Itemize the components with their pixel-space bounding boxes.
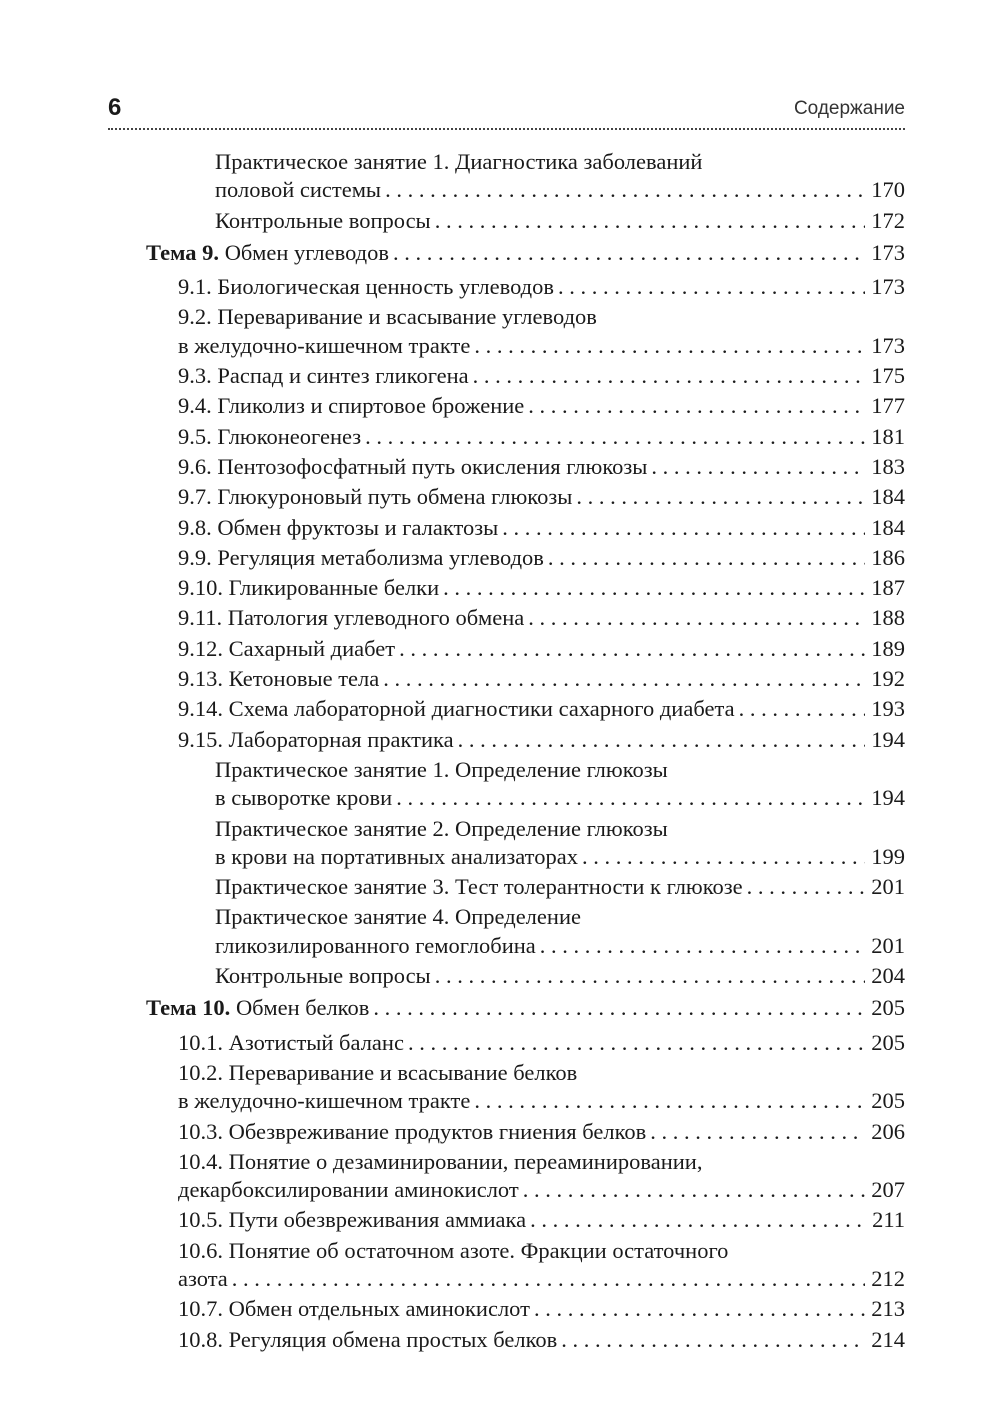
toc-entry-title: Тема 9. Обмен углеводов bbox=[146, 239, 393, 267]
toc-entry-title: 9.1. Биологическая ценность углеводов bbox=[178, 273, 558, 301]
toc-entry-title: 10.7. Обмен отдельных аминокислот bbox=[178, 1295, 534, 1323]
toc-entry-title: 9.13. Кетоновые тела bbox=[178, 665, 383, 693]
toc-entry-line bbox=[0, 665, 905, 693]
toc-entry[interactable] bbox=[0, 1118, 1000, 1146]
toc-page-number: 194 bbox=[865, 784, 905, 812]
toc-entry[interactable] bbox=[0, 483, 1000, 511]
toc-topic-entry[interactable] bbox=[0, 994, 1000, 1022]
dot-leader bbox=[747, 873, 866, 901]
toc-page-number: 213 bbox=[865, 1295, 905, 1323]
dot-leader bbox=[435, 962, 866, 990]
topic-label: Тема 10. bbox=[146, 995, 231, 1021]
toc-entry[interactable] bbox=[0, 392, 1000, 420]
toc-entry[interactable] bbox=[0, 1148, 1000, 1205]
toc-entry-title: половой системы bbox=[215, 176, 385, 204]
table-of-contents bbox=[0, 148, 1000, 1356]
toc-page-number: 193 bbox=[865, 695, 905, 723]
toc-page-number: 184 bbox=[865, 483, 905, 511]
toc-entry-line bbox=[0, 962, 905, 990]
toc-entry-title: 10.1. Азотистый баланс bbox=[178, 1029, 408, 1057]
dot-leader bbox=[393, 239, 865, 267]
toc-entry-title: 9.15. Лабораторная практика bbox=[178, 726, 458, 754]
toc-page-number: 173 bbox=[865, 239, 905, 267]
toc-entry[interactable] bbox=[0, 362, 1000, 390]
toc-entry[interactable] bbox=[0, 453, 1000, 481]
toc-page-number: 186 bbox=[865, 544, 905, 572]
toc-entry-line bbox=[0, 483, 905, 511]
toc-entry-title: 9.12. Сахарный диабет bbox=[178, 635, 399, 663]
dot-leader bbox=[558, 273, 865, 301]
dot-leader bbox=[650, 1118, 865, 1146]
toc-entry-title: 10.8. Регуляция обмена простых белков bbox=[178, 1326, 561, 1354]
dot-leader bbox=[474, 1087, 865, 1115]
toc-entry-line bbox=[0, 635, 905, 663]
page-number: 6 bbox=[108, 94, 122, 121]
toc-page-number: 187 bbox=[865, 574, 905, 602]
toc-entry-line bbox=[0, 1265, 905, 1293]
toc-entry-title: Практическое занятие 3. Тест толерантности к глюкозе bbox=[215, 873, 747, 901]
toc-entry-line bbox=[0, 815, 905, 843]
dot-leader bbox=[540, 932, 865, 960]
dot-leader bbox=[502, 514, 865, 542]
dot-leader bbox=[561, 1326, 865, 1354]
toc-entry[interactable] bbox=[0, 1326, 1000, 1354]
toc-entry[interactable] bbox=[0, 873, 1000, 901]
dot-leader bbox=[548, 544, 865, 572]
toc-entry-line bbox=[0, 1237, 905, 1265]
toc-entry-line bbox=[0, 453, 905, 481]
dot-leader bbox=[408, 1029, 865, 1057]
dot-leader bbox=[576, 483, 865, 511]
dot-leader bbox=[534, 1295, 865, 1323]
toc-page-number: 183 bbox=[865, 453, 905, 481]
dot-leader bbox=[385, 176, 865, 204]
toc-entry-line bbox=[0, 1295, 905, 1323]
toc-page-number: 175 bbox=[865, 362, 905, 390]
toc-page-number: 201 bbox=[865, 873, 905, 901]
toc-entry-line bbox=[0, 932, 905, 960]
dot-leader bbox=[530, 1206, 866, 1234]
toc-entry-line bbox=[0, 544, 905, 572]
topic-label: Тема 9. bbox=[146, 239, 220, 265]
toc-entry-title: 9.10. Гликированные белки bbox=[178, 574, 443, 602]
toc-entry-title: Практическое занятие 1. Определение глюкозы bbox=[215, 757, 672, 782]
toc-entry-line bbox=[0, 903, 905, 931]
toc-entry-title: 9.7. Глюкуроновый путь обмена глюкозы bbox=[178, 483, 576, 511]
dot-leader bbox=[458, 726, 866, 754]
toc-page-number: 194 bbox=[865, 726, 905, 754]
toc-entry[interactable] bbox=[0, 303, 1000, 360]
toc-entry-line bbox=[0, 695, 905, 723]
toc-entry-title: Контрольные вопросы bbox=[215, 207, 435, 235]
toc-entry[interactable] bbox=[0, 1206, 1000, 1234]
toc-entry[interactable] bbox=[0, 815, 1000, 872]
toc-entry[interactable] bbox=[0, 726, 1000, 754]
toc-entry-line bbox=[0, 726, 905, 754]
toc-entry[interactable] bbox=[0, 756, 1000, 813]
toc-entry-title: в желудочно-кишечном тракте bbox=[178, 1087, 474, 1115]
toc-page-number: 172 bbox=[865, 207, 905, 235]
toc-entry[interactable] bbox=[0, 903, 1000, 960]
toc-entry-title: в крови на портативных анализаторах bbox=[215, 843, 582, 871]
toc-entry-title: Контрольные вопросы bbox=[215, 962, 435, 990]
toc-entry[interactable] bbox=[0, 574, 1000, 602]
dot-leader bbox=[232, 1265, 865, 1293]
toc-entry[interactable] bbox=[0, 1295, 1000, 1323]
dot-leader bbox=[435, 207, 866, 235]
toc-entry[interactable] bbox=[0, 207, 1000, 235]
toc-entry-title: 9.3. Распад и синтез гликогена bbox=[178, 362, 473, 390]
dot-leader bbox=[373, 994, 865, 1022]
toc-entry-line bbox=[0, 303, 905, 331]
toc-entry-line bbox=[0, 574, 905, 602]
toc-entry-line bbox=[0, 1206, 905, 1234]
toc-entry-title: Практическое занятие 2. Определение глюкозы bbox=[215, 816, 672, 841]
toc-entry-title: гликозилированного гемоглобина bbox=[215, 932, 540, 960]
toc-entry[interactable] bbox=[0, 1029, 1000, 1057]
toc-entry-title: в сыворотке крови bbox=[215, 784, 396, 812]
toc-entry[interactable] bbox=[0, 1237, 1000, 1294]
toc-entry-title: в желудочно-кишечном тракте bbox=[178, 332, 474, 360]
toc-entry-title: 9.4. Гликолиз и спиртовое брожение bbox=[178, 392, 528, 420]
toc-entry-line bbox=[0, 1118, 905, 1146]
toc-entry-title: 10.3. Обезвреживание продуктов гниения белков bbox=[178, 1118, 650, 1146]
toc-entry-title: Практическое занятие 4. Определение bbox=[215, 904, 585, 929]
toc-page-number: 212 bbox=[865, 1265, 905, 1293]
toc-page-number: 189 bbox=[865, 635, 905, 663]
page-header bbox=[108, 92, 905, 130]
toc-page-number: 173 bbox=[865, 332, 905, 360]
toc-entry-line bbox=[0, 148, 905, 176]
dot-leader bbox=[528, 392, 865, 420]
toc-entry-line bbox=[0, 843, 905, 871]
toc-entry-line bbox=[0, 392, 905, 420]
dot-leader bbox=[399, 635, 865, 663]
dot-leader bbox=[528, 604, 865, 632]
toc-entry-line bbox=[0, 756, 905, 784]
toc-entry-title: 9.8. Обмен фруктозы и галактозы bbox=[178, 514, 502, 542]
dot-leader bbox=[396, 784, 865, 812]
dot-leader bbox=[383, 665, 865, 693]
toc-entry-line bbox=[0, 423, 905, 451]
toc-entry-line bbox=[0, 1059, 905, 1087]
toc-page-number: 205 bbox=[865, 994, 905, 1022]
toc-entry-line bbox=[0, 362, 905, 390]
toc-entry-line bbox=[0, 1029, 905, 1057]
toc-page-number: 201 bbox=[865, 932, 905, 960]
dot-leader bbox=[473, 362, 866, 390]
toc-entry-title: 10.5. Пути обезвреживания аммиака bbox=[178, 1206, 530, 1234]
toc-entry-title: 9.6. Пентозофосфатный путь окисления глюкозы bbox=[178, 453, 651, 481]
dot-leader bbox=[582, 843, 865, 871]
toc-page-number: 206 bbox=[865, 1118, 905, 1146]
toc-entry[interactable] bbox=[0, 514, 1000, 542]
toc-page-number: 214 bbox=[865, 1326, 905, 1354]
dot-leader bbox=[474, 332, 865, 360]
toc-entry-title: 9.9. Регуляция метаболизма углеводов bbox=[178, 544, 548, 572]
toc-entry[interactable] bbox=[0, 1059, 1000, 1116]
toc-page-number: 205 bbox=[865, 1087, 905, 1115]
toc-topic-entry[interactable] bbox=[0, 239, 1000, 267]
toc-entry-line bbox=[0, 784, 905, 812]
toc-page-number: 184 bbox=[865, 514, 905, 542]
toc-page-number: 170 bbox=[865, 176, 905, 204]
dot-leader bbox=[739, 695, 866, 723]
toc-entry-title: 10.6. Понятие об остаточном азоте. Фракции остаточного bbox=[178, 1238, 732, 1263]
toc-entry-line bbox=[0, 1326, 905, 1354]
running-title: Содержание bbox=[793, 98, 905, 119]
toc-page-number: 205 bbox=[865, 1029, 905, 1057]
toc-entry-line bbox=[0, 273, 905, 301]
toc-page-number: 192 bbox=[865, 665, 905, 693]
toc-page-number: 181 bbox=[865, 423, 905, 451]
toc-entry-line bbox=[0, 176, 905, 204]
toc-entry[interactable] bbox=[0, 423, 1000, 451]
toc-entry[interactable] bbox=[0, 635, 1000, 663]
toc-entry-title: 9.11. Патология углеводного обмена bbox=[178, 604, 528, 632]
toc-entry-title: азота bbox=[178, 1265, 232, 1293]
toc-page-number: 207 bbox=[865, 1176, 905, 1204]
toc-entry[interactable] bbox=[0, 962, 1000, 990]
toc-page-number: 211 bbox=[866, 1206, 905, 1234]
toc-entry-line bbox=[0, 239, 905, 267]
toc-entry-line bbox=[0, 207, 905, 235]
toc-page-number: 177 bbox=[865, 392, 905, 420]
dot-leader bbox=[651, 453, 865, 481]
toc-entry[interactable] bbox=[0, 695, 1000, 723]
toc-page-number: 204 bbox=[865, 962, 905, 990]
toc-entry-line bbox=[0, 1176, 905, 1204]
toc-entry-title: 9.14. Схема лабораторной диагностики сахарного диабета bbox=[178, 695, 739, 723]
toc-entry-title: Тема 10. Обмен белков bbox=[146, 994, 373, 1022]
toc-page-number: 188 bbox=[865, 604, 905, 632]
toc-entry-title: Практическое занятие 1. Диагностика заболеваний bbox=[215, 149, 706, 174]
toc-entry-title: декарбоксилировании аминокислот bbox=[178, 1176, 523, 1204]
toc-entry-line bbox=[0, 1148, 905, 1176]
dot-leader bbox=[523, 1176, 866, 1204]
toc-entry[interactable] bbox=[0, 665, 1000, 693]
toc-entry-line bbox=[0, 604, 905, 632]
toc-entry[interactable] bbox=[0, 604, 1000, 632]
toc-entry-title: 9.2. Переваривание и всасывание углеводов bbox=[178, 304, 601, 329]
toc-entry-title: 10.4. Понятие о дезаминировании, переаминировании, bbox=[178, 1149, 706, 1174]
toc-entry-line bbox=[0, 514, 905, 542]
toc-entry-line bbox=[0, 873, 905, 901]
toc-entry[interactable] bbox=[0, 544, 1000, 572]
toc-entry-line bbox=[0, 994, 905, 1022]
toc-entry-line bbox=[0, 1087, 905, 1115]
dot-leader bbox=[365, 423, 865, 451]
toc-page-number: 199 bbox=[865, 843, 905, 871]
toc-entry-line bbox=[0, 332, 905, 360]
dot-leader bbox=[443, 574, 865, 602]
toc-entry-title: 9.5. Глюконеогенез bbox=[178, 423, 365, 451]
toc-entry[interactable] bbox=[0, 273, 1000, 301]
toc-entry[interactable] bbox=[0, 148, 1000, 205]
toc-entry-title: 10.2. Переваривание и всасывание белков bbox=[178, 1060, 581, 1085]
toc-page-number: 173 bbox=[865, 273, 905, 301]
